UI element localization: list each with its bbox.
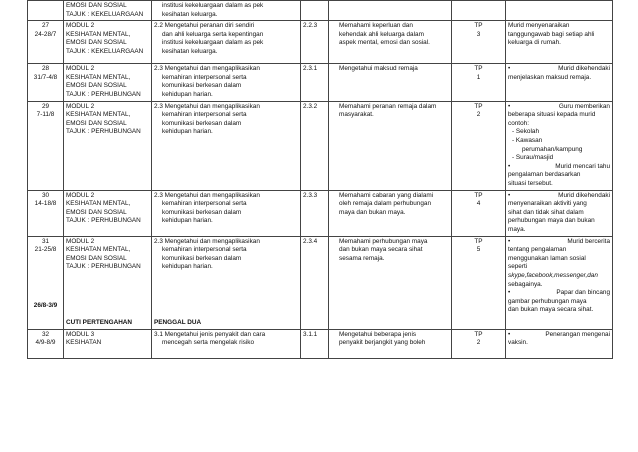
- tp-cell: [452, 64, 506, 101]
- standard-cell: [152, 101, 301, 190]
- week-number: 28: [41, 65, 50, 73]
- standard-line: kemahiran interpersonal serta: [162, 111, 247, 119]
- activity-text: Murid menyenaraikan: [508, 22, 570, 30]
- activity-text: Penerangan mengenai: [545, 330, 610, 338]
- table-row: [28, 21, 613, 64]
- module-line: MODUL 2: [66, 22, 95, 30]
- standard-line: komunikasi berkesan dalam: [162, 208, 242, 216]
- activity-text: Sekolah: [515, 128, 540, 136]
- dash-icon: -: [512, 128, 515, 136]
- standard-cell: [152, 236, 301, 329]
- activity-cell: [506, 236, 613, 329]
- week-number: 29: [41, 102, 50, 110]
- standard-line: kehidupan harian.: [162, 90, 213, 98]
- tp-cell: [452, 21, 506, 64]
- standard-cell: [152, 1, 301, 21]
- bullet-item: [508, 238, 610, 247]
- module-cell: [64, 329, 152, 358]
- activity-text: Murid dikehendaki: [558, 191, 610, 199]
- activity-line: menjelaskan maksud remaja.: [508, 73, 592, 81]
- module-line: TAJUK : KEKELUARGAAN: [66, 47, 144, 55]
- lesson-plan-table: [27, 0, 613, 359]
- activity-line: situasi tersebut.: [508, 179, 553, 187]
- module-line: KESIHATAN: [66, 339, 102, 347]
- standard-line: kemahiran interpersonal serta: [162, 246, 247, 254]
- standard-line: kesihatan keluarga.: [162, 47, 218, 55]
- activity-line: keluarga di rumah.: [508, 39, 561, 47]
- objective-line: Memahami peranan remaja dalam: [339, 102, 437, 110]
- tp-level: 1: [476, 73, 481, 81]
- standard-line: mencegah serta mengelak risiko: [162, 339, 254, 347]
- tp-label: TP: [474, 330, 483, 338]
- standard-line: dan ahli keluarga serta kepentingan: [162, 30, 264, 38]
- standard-line: 2.3 Mengetahui dan mengaplikasikan: [154, 237, 260, 245]
- tp-cell: [452, 190, 506, 236]
- objective-cell: [329, 329, 452, 358]
- activity-line: tanggungawab bagi setiap ahli: [508, 30, 595, 38]
- module-cell: [64, 236, 152, 329]
- week-cell: [28, 190, 64, 236]
- activity-line: seperti: [508, 263, 528, 271]
- activity-text: Guru memberikan: [558, 102, 610, 110]
- bullet-icon: •: [508, 65, 511, 73]
- module-line: KESIHATAN MENTAL,: [66, 30, 131, 38]
- bullet-item: [508, 103, 610, 112]
- tp-label: TP: [474, 102, 483, 110]
- module-line: TAJUK : KEKELUARGAAN: [66, 10, 144, 18]
- activity-line: vaksin.: [508, 339, 528, 347]
- tp-label: TP: [474, 65, 483, 73]
- bullet-item: [508, 65, 610, 74]
- activity-text: Murid bercerita: [567, 237, 610, 245]
- standard-cell: [152, 21, 301, 64]
- week-cell: [28, 101, 64, 190]
- module-cell: [64, 1, 152, 21]
- activity-line: sihat dan tidak sihat dalam: [508, 208, 584, 216]
- week-date: 7-11/8: [36, 111, 55, 119]
- standard-line: kehidupan harian.: [162, 263, 213, 271]
- tp-level: 5: [476, 246, 481, 254]
- tp-level: 4: [476, 200, 481, 208]
- code-cell: 2.3.3: [301, 190, 329, 236]
- week-number: 32: [41, 330, 50, 338]
- module-line: MODUL 2: [66, 65, 95, 73]
- tp-cell: [452, 1, 506, 21]
- activity-cell: [506, 21, 613, 64]
- activity-line: dan bukan maya secara sihat.: [508, 306, 594, 314]
- standard-cell: [152, 190, 301, 236]
- activity-cell: [506, 1, 613, 21]
- bullet-icon: •: [508, 237, 511, 245]
- objective-line: Mengetahui beberapa jenis: [339, 330, 417, 338]
- bullet-icon: •: [508, 330, 511, 338]
- module-line: TAJUK : PERHUBUNGAN: [66, 90, 141, 98]
- dash-item: [508, 154, 610, 163]
- tp-cell: [452, 329, 506, 358]
- module-line: EMOSI DAN SOSIAL: [66, 119, 127, 127]
- module-line: TAJUK : PERHUBUNGAN: [66, 263, 141, 271]
- standard-line: kemahiran interpersonal serta: [162, 73, 247, 81]
- activity-text: Papar dan bincang: [556, 289, 610, 297]
- activity-cell: [506, 101, 613, 190]
- week-number: 30: [41, 191, 50, 199]
- activity-line: contoh:: [508, 119, 529, 127]
- activity-line: menggunakan laman sosial: [508, 254, 586, 262]
- standard-line: kemahiran interpersonal serta: [162, 200, 247, 208]
- tp-level: 2: [476, 339, 481, 347]
- tp-level: 3: [476, 30, 481, 38]
- week-cell: [28, 329, 64, 358]
- module-cell: [64, 21, 152, 64]
- week-number: 27: [41, 22, 50, 30]
- objective-line: aspek mental, emosi dan sosial.: [339, 39, 430, 47]
- code-cell: 2.3.1: [301, 64, 329, 101]
- activity-line: sebagainya.: [508, 280, 543, 288]
- week-date: 21-25/8: [34, 246, 57, 254]
- objective-cell: [329, 190, 452, 236]
- activity-line: gambar perhubungan maya: [508, 297, 587, 305]
- module-line: KESIHATAN MENTAL,: [66, 111, 131, 119]
- activity-text: Murid mencari tahu: [555, 162, 610, 170]
- bullet-item: [508, 192, 610, 201]
- activity-line: [508, 22, 610, 31]
- activity-cell: [506, 329, 613, 358]
- activity-text: Murid dikehendaki: [558, 65, 610, 73]
- objective-line: dan bukan maya secara sihat: [339, 246, 423, 254]
- tp-label: TP: [474, 237, 483, 245]
- module-line: MODUL 3: [66, 330, 95, 338]
- standard-line: 2.3 Mengetahui dan mengaplikasikan: [154, 191, 260, 199]
- objective-line: Memahami cabaran yang dialami: [339, 191, 434, 199]
- standard-line: kehidupan harian.: [162, 217, 213, 225]
- objective-cell: [329, 21, 452, 64]
- bullet-icon: •: [508, 162, 511, 170]
- objective-cell: [329, 236, 452, 329]
- code-cell: 2.2.3: [301, 21, 329, 64]
- activity-line: perhubungan maya dan bukan: [508, 217, 595, 225]
- module-line: TAJUK : PERHUBUNGAN: [66, 128, 141, 136]
- break-date: 26/8-3/9: [33, 301, 58, 309]
- week-cell: [28, 1, 64, 21]
- standard-line: institusi kekeluargaan dalam as pek: [162, 39, 264, 47]
- break-label: CUTI PERTENGAHAN: [66, 318, 133, 326]
- module-line: EMOSI DAN SOSIAL: [66, 254, 127, 262]
- bullet-icon: •: [508, 191, 511, 199]
- bullet-item: [508, 289, 610, 298]
- bullet-item: [508, 163, 610, 172]
- tp-cell: [452, 101, 506, 190]
- module-line: EMOSI DAN SOSIAL: [66, 2, 127, 9]
- tp-label: TP: [474, 191, 483, 199]
- module-line: EMOSI DAN SOSIAL: [66, 82, 127, 90]
- module-cell: [64, 101, 152, 190]
- standard-cell: [152, 64, 301, 101]
- module-line: KESIHATAN MENTAL,: [66, 200, 131, 208]
- module-line: MODUL 2: [66, 237, 95, 245]
- bullet-icon: •: [508, 289, 511, 297]
- objective-cell: [329, 101, 452, 190]
- module-cell: [64, 64, 152, 101]
- week-date: 4/9-8/9: [35, 339, 56, 347]
- standard-line: 2.3 Mengetahui dan mengaplikasikan: [154, 65, 260, 73]
- week-cell: [28, 21, 64, 64]
- table-row: [28, 1, 613, 21]
- activity-cell: [506, 64, 613, 101]
- bullet-item: [508, 331, 610, 340]
- objective-line: Memahami keperluan dan: [339, 22, 413, 30]
- module-cell: [64, 190, 152, 236]
- module-line: EMOSI DAN SOSIAL: [66, 39, 127, 47]
- objective-line: Memahami perhubungan maya: [339, 237, 428, 245]
- code-cell: 2.3.4: [301, 236, 329, 329]
- table-row: [28, 64, 613, 101]
- table-row: [28, 101, 613, 190]
- standard-cell: [152, 329, 301, 358]
- table-row: [28, 190, 613, 236]
- module-line: MODUL 2: [66, 191, 95, 199]
- module-line: EMOSI DAN SOSIAL: [66, 208, 127, 216]
- objective-line: oleh remaja dalam perhubungan: [339, 200, 432, 208]
- standard-line: komunikasi berkesan dalam: [162, 119, 242, 127]
- break-term: PENGGAL DUA: [154, 318, 202, 326]
- week-date: 24-28/7: [34, 30, 57, 38]
- standard-line: komunikasi berkesan dalam: [162, 254, 242, 262]
- tp-label: TP: [474, 22, 483, 30]
- activity-line: perumahan/kampung: [522, 145, 583, 153]
- standard-line: institusi kekeluargaan dalam as pek: [162, 2, 264, 9]
- objective-cell: [329, 64, 452, 101]
- module-line: KESIHATAN MENTAL,: [66, 73, 131, 81]
- week-cell: [28, 236, 64, 329]
- code-cell: 3.1.1: [301, 329, 329, 358]
- activity-line: beberapa situasi kepada murid: [508, 111, 596, 119]
- activity-cell: [506, 190, 613, 236]
- activity-text: Surau/masjid: [515, 154, 554, 162]
- activity-line: maya.: [508, 225, 526, 233]
- objective-line: Mengetahui maksud remaja: [339, 65, 418, 73]
- activity-text: Kawasan: [515, 136, 543, 144]
- standard-line: kehidupan harian.: [162, 128, 213, 136]
- dash-item: [508, 137, 610, 146]
- code-cell: 2.3.2: [301, 101, 329, 190]
- activity-line: skype,facebook,messenger,dan: [508, 271, 598, 279]
- module-line: MODUL 2: [66, 102, 95, 110]
- standard-line: komunikasi berkesan dalam: [162, 82, 242, 90]
- code-cell: [301, 1, 329, 21]
- objective-line: sesama remaja.: [339, 254, 385, 262]
- objective-line: masyarakat.: [339, 111, 374, 119]
- tp-level: 2: [476, 111, 481, 119]
- objective-line: penyakit berjangkit yang boleh: [339, 339, 426, 347]
- standard-line: 3.1 Mengetahui jenis penyakit dan cara: [154, 330, 266, 338]
- week-number: 31: [41, 237, 50, 245]
- activity-line: tentang pengalaman: [508, 246, 567, 254]
- objective-line: kehendak ahli keluarga dalam: [339, 30, 424, 38]
- dash-icon: -: [512, 154, 515, 162]
- module-line: KESIHATAN MENTAL,: [66, 246, 131, 254]
- dash-item: [508, 128, 610, 137]
- week-date: 31/7-4/8: [33, 73, 58, 81]
- activity-line: menyenaraikan aktiviti yang: [508, 200, 587, 208]
- table-row: [28, 236, 613, 329]
- dash-icon: -: [512, 136, 515, 144]
- standard-line: kesihatan keluarga.: [162, 10, 218, 18]
- activity-line: pengalaman berdasarkan: [508, 171, 581, 179]
- week-date: 14-18/8: [34, 200, 57, 208]
- table-row: [28, 329, 613, 358]
- objective-line: maya dan bukan maya.: [339, 208, 406, 216]
- week-cell: [28, 64, 64, 101]
- module-line: TAJUK : PERHUBUNGAN: [66, 217, 141, 225]
- tp-cell: [452, 236, 506, 329]
- standard-line: 2.3 Mengetahui dan mengaplikasikan: [154, 102, 260, 110]
- objective-cell: [329, 1, 452, 21]
- standard-line: 2.2 Mengetahui peranan diri sendiri: [154, 22, 255, 30]
- bullet-icon: •: [508, 102, 511, 110]
